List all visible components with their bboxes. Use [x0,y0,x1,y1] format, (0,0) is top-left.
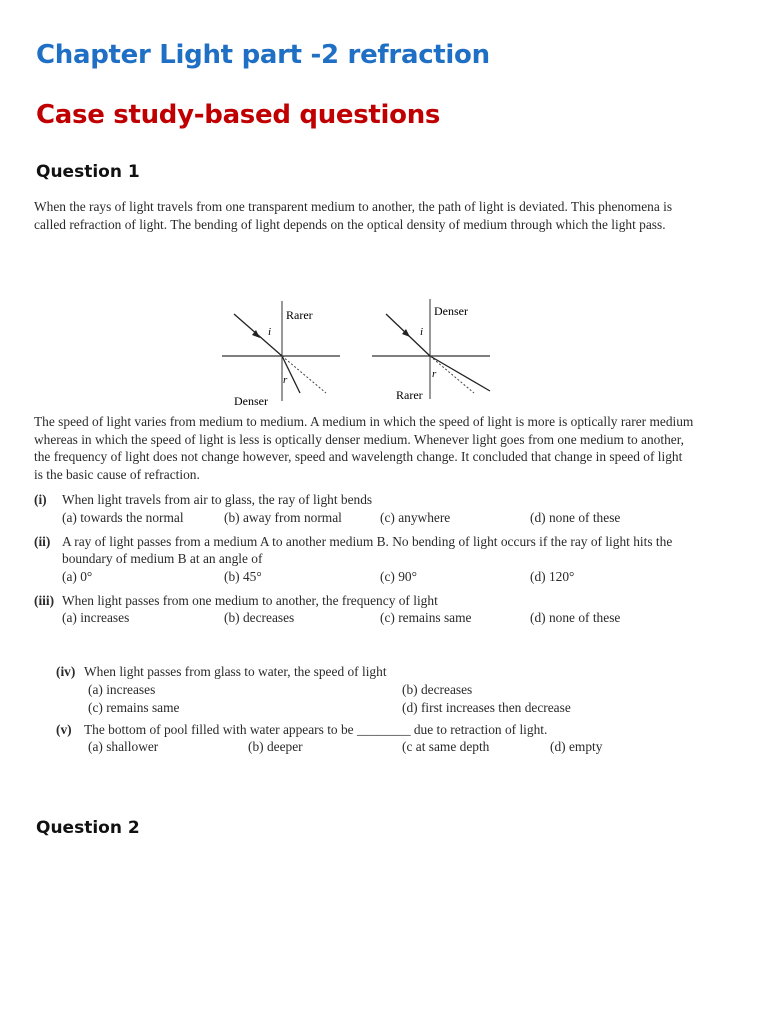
question-2-heading: Question 2 [36,818,140,838]
option-d: (d) empty [550,739,603,754]
section-title: Case study-based questions [36,100,441,130]
angle-i-label: i [268,326,272,338]
option-c: (c) remains same [380,610,472,625]
item-number: (ii) [34,533,51,549]
options-row [34,509,694,527]
item-text: When light travels from air to glass, the ray of light bends [62,492,373,507]
option-a: (a) increases [62,610,130,625]
intro-paragraph: When the rays of light travels from one transparent medium to another, the path of light is deviated. This phenomena is called refraction of light. The bending of light depends on the optical density of medium through which the light pass. [34,199,673,232]
option-a: (a) shallower [88,739,159,754]
options-row [34,609,694,627]
item-number: (iii) [34,592,55,608]
left-top-medium-label: Rarer [286,308,313,322]
mcq-item-5 [34,721,694,757]
option-c: (c) 90° [380,568,417,584]
mcq-item-4 [34,663,694,717]
option-b: (b) 45° [224,568,262,584]
angle-r-label: r [432,368,437,380]
left-bottom-medium-label: Denser [234,394,268,408]
option-c: (c at same depth [402,739,490,754]
option-c: (c) anywhere [380,509,451,525]
right-bottom-medium-label: Rarer [396,388,423,402]
item-text: A ray of light passes from a medium A to another medium B. No bending of light occurs if the ray of light hits the boundary of medium B at an angle of [62,533,673,566]
item-number: (i) [34,492,47,507]
option-a: (a) towards the normal [62,509,184,525]
mcq-item-3 [34,592,694,628]
passage-paragraph: The speed of light varies from medium to medium. A medium in which the speed of light is more is optically rarer medium whereas in which the speed of light is less is optically denser medium. Whenever light goes from one medium to another, the frequency of light does not change however, speed and wavelength change. It concluded that change in speed of light is the basic cause of refraction. [34,414,694,482]
item-text: When light passes from glass to water, the speed of light [84,664,387,679]
option-c: (c) remains same [88,699,180,715]
mcq-item-1 [34,491,694,527]
angle-r-label: r [283,374,288,386]
option-b: (b) deeper [248,739,303,754]
right-top-medium-label: Denser [434,304,468,318]
option-b: (b) away from normal [224,509,342,525]
option-b: (b) decreases [224,610,295,625]
item-number: (v) [56,721,72,737]
undeviated-path [282,356,326,393]
chapter-title: Chapter Light part -2 refraction [36,40,490,70]
options-row [56,681,694,699]
option-a: (a) 0° [62,568,93,584]
angle-i-label: i [420,326,424,338]
question-1-heading: Question 1 [36,162,140,182]
option-d: (d) none of these [530,610,621,625]
undeviated-path [430,356,474,393]
option-b: (b) decreases [402,681,473,697]
diagram-rarer-to-denser [222,301,340,408]
options-row [56,699,694,717]
question-1-scan [34,198,694,756]
diagram-denser-to-rarer [372,299,490,402]
option-d: (d) none of these [530,509,621,525]
refraction-diagram [34,239,694,411]
option-d: (d) first increases then decrease [402,699,571,715]
options-row [34,568,694,586]
option-a: (a) increases [88,681,156,697]
item-text: The bottom of pool filled with water appears to be ________ due to retraction of light. [84,721,548,737]
item-text: When light passes from one medium to another, the frequency of light [62,592,438,608]
refracted-ray [430,356,490,391]
mcq-item-2 [34,533,694,586]
option-d: (d) 120° [530,568,575,584]
item-number: (iv) [56,664,76,679]
options-row [56,738,694,756]
refraction-figure [34,239,694,411]
